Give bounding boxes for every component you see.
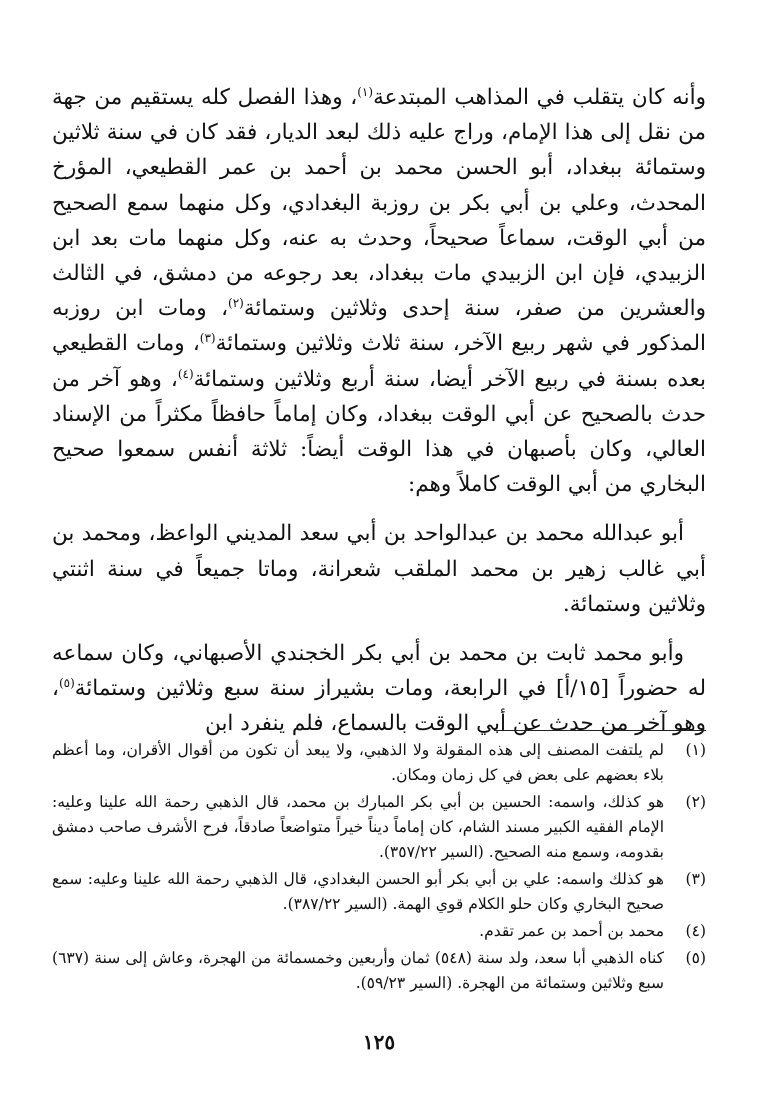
paragraph-1-part-e: ، وهو آخر من حدث بالصحيح عن أبي الوقت ببغداد، وكان إماماً حافظاً مكثراً من الإسناد العالي، وكان بأصبهان في هذا الوقت أيضاً: ثلاثة أنفس سمعوا صحيح البخاري من أبي الوقت كاملاً وهم: xyxy=(52,366,706,498)
footnote-separator xyxy=(494,730,706,731)
footnote-5 xyxy=(52,946,706,996)
footnote-text: لم يلتفت المصنف إلى هذه المقولة ولا الذهبي، ولا يبعد أن تكون من أقوال الأقران، وما أعظم بلاء بعضهم على بعض في كل زمان ومكان. xyxy=(52,741,664,784)
footnote-ref-4: (٤) xyxy=(177,366,194,381)
footnote-4 xyxy=(52,919,706,944)
footnotes xyxy=(52,738,706,998)
paragraph-1 xyxy=(52,80,706,502)
main-text xyxy=(52,80,706,742)
paragraph-1-part-a: وأنه كان يتقلب في المذاهب المبتدعة xyxy=(373,85,706,110)
footnote-number: (٢) xyxy=(685,793,706,811)
footnote-number: (٣) xyxy=(685,870,706,888)
footnote-2 xyxy=(52,790,706,865)
footnote-ref-1: (١) xyxy=(357,84,374,99)
footnote-ref-3: (٣) xyxy=(199,331,216,346)
footnote-text: هو كذلك، واسمه: الحسين بن أبي بكر المبارك بن محمد، قال الذهبي رحمة الله علينا وعليه: الإمام الفقيه الكبير مسند الشام، كان إماماً ديناً خيراً متواضعاً صادقاً، فرح الأشرف صاحب دمشق بقدومه، وسمع منه الصحيح. (السير ٣٥٧/٢٢). xyxy=(52,793,664,861)
paragraph-2: أبو عبدالله محمد بن عبدالواحد بن أبي سعد المديني الواعظ، ومحمد بن أبي غالب زهير بن محمد الملقب شعرانة، وماتا جميعاً في سنة اثنتي وثلاثين وستمائة. xyxy=(52,521,706,617)
footnote-number: (٥) xyxy=(685,949,706,967)
footnote-text: كناه الذهبي أبا سعد، ولد سنة (٥٤٨) ثمان وأربعين وخمسمائة من الهجرة، وعاش إلى سنة (٦٣٧) سبع وثلاثين وستمائة من الهجرة. (السير ٥٩/٢٣). xyxy=(52,949,665,992)
paragraph-3-part-a: وأبو محمد ثابت بن محمد بن أبي بكر الخجندي الأصبهاني، وكان سماعه له حضوراً [١٥/أ] في الرابعة، ومات بشيراز سنة سبع وثلاثين وستمائة xyxy=(52,641,706,702)
footnote-number: (١) xyxy=(685,741,706,759)
footnote-1 xyxy=(52,738,706,788)
paragraph-3-part-b: ، وهو آخر من حدث عن أبي الوقت بالسماع، فلم ينفرد ابن xyxy=(52,676,706,737)
footnote-ref-5: (٥) xyxy=(58,676,75,691)
footnote-3 xyxy=(52,867,706,917)
paragraph-3 xyxy=(52,636,706,742)
footnote-text: هو كذلك واسمه: علي بن أبي بكر أبو الحسن البغدادي، قال الذهبي رحمة الله علينا وعليه: سمع صحيح البخاري وكان حلو الكلام قوي الهمة. (السير ٣٨٧/٢٢). xyxy=(52,870,664,913)
footnote-ref-2: (٢) xyxy=(228,296,244,311)
paragraph-1-part-d: ، ومات القطيعي بعده بسنة في ربيع الآخر أيضا، سنة أربع وثلاثين وستمائة xyxy=(52,331,706,392)
paragraph-1-part-b: ، وهذا الفصل كله يستقيم من جهة من نقل إلى هذا الإمام، وراج عليه ذلك لبعد الديار، فقد كان في سنة ثلاثين وستمائة ببغداد، أبو الحسن محمد بن أحمد بن عمر القطيعي، المؤرخ المحدث، وعلي بن أبي بكر بن روزبة البغدادي، وكل منهما سمع الصحيح من أبي الوقت، سماعاً صحيحاً، وحدث به عنه، وكل منهما مات بعد ابن الزبيدي، فإن ابن الزبيدي مات ببغداد، بعد رجوعه من دمشق، في الثالث والعشرين من صفر، سنة إحدى وثلاثين وستمائة xyxy=(52,85,706,322)
paragraph-1-part-c: ، ومات ابن روزبه المذكور في شهر ربيع الآخر، سنة ثلاث وثلاثين وستمائة xyxy=(52,296,706,357)
footnote-text: محمد بن أحمد بن عمر تقدم. xyxy=(479,922,664,940)
footnote-number: (٤) xyxy=(685,922,706,940)
page-number: ١٢٥ xyxy=(362,1030,396,1054)
